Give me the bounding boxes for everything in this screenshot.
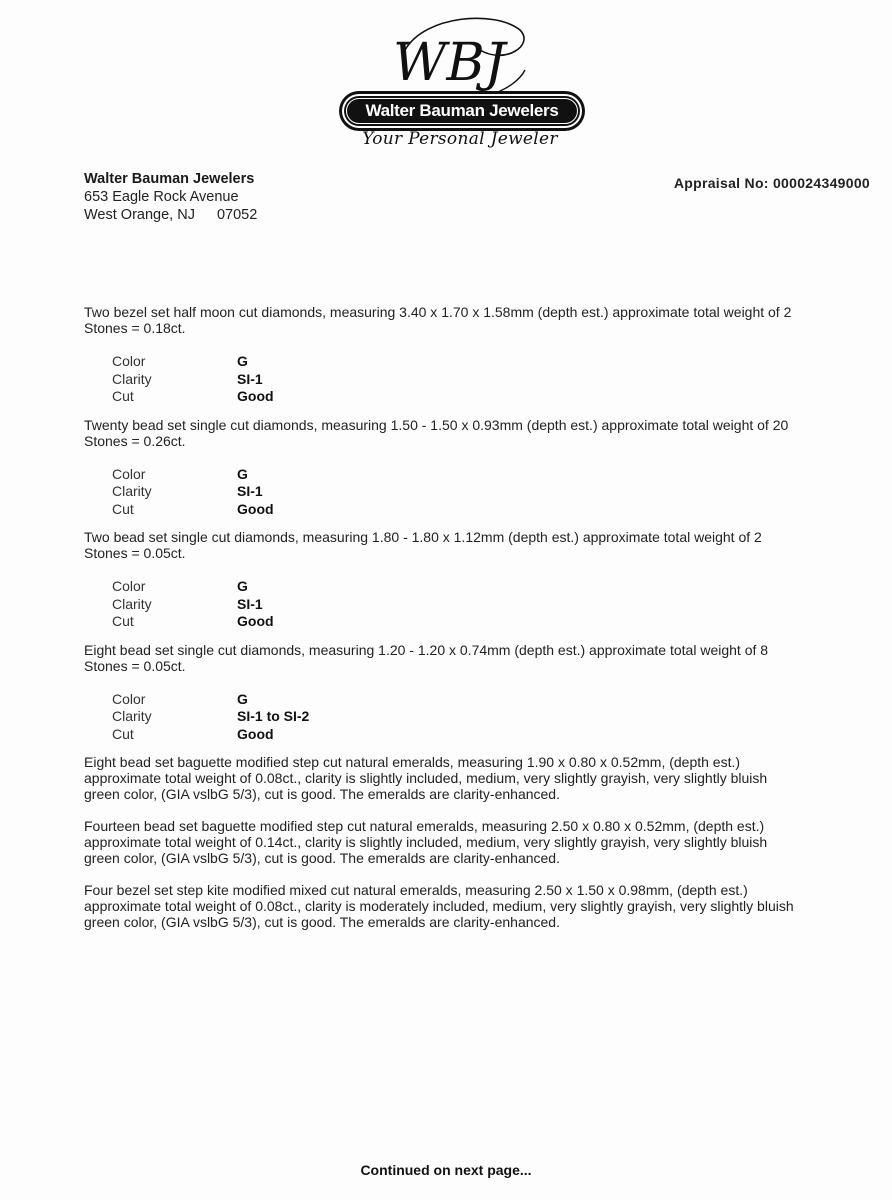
grade-row-color (112, 578, 804, 596)
diamond-item (84, 304, 804, 406)
appraisal-number: Appraisal No: 000024349000 (673, 175, 870, 191)
grade-row-cut (112, 501, 804, 519)
grade-row-cut (112, 726, 804, 744)
grade-value: G (237, 353, 248, 369)
diamond-description: Two bezel set half moon cut diamonds, measuring 3.40 x 1.70 x 1.58mm (depth est.) approximate total weight of 2 Stones = 0.18ct. (84, 304, 792, 336)
continued-note: Continued on next page... (360, 1162, 532, 1178)
grade-value: Good (237, 613, 274, 629)
grade-label: Clarity (112, 370, 152, 387)
company-logo (330, 10, 590, 155)
grade-row-clarity (112, 483, 804, 501)
city-state-zip (84, 206, 257, 224)
logo-banner-text: Walter Bauman Jewelers (346, 98, 578, 124)
grade-row-cut (112, 388, 804, 406)
grade-value: G (237, 465, 248, 482)
emerald-description: Four bezel set step kite modified mixed cut natural emeralds, measuring 2.50 x 1.50 x 0.98mm, (depth est.) approximate total weight of 0.08ct., clarity is moderately included, medium, very slightly grayish, very slightly bluish green color, (GIA vslbG 5/3), cut is good. The emeralds are clarity-enhanced. (84, 882, 794, 930)
grade-row-cut (112, 613, 804, 631)
grade-value: Good (237, 500, 274, 517)
grade-value: SI-1 to SI-2 (237, 708, 310, 724)
diamond-description: Two bead set single cut diamonds, measuring 1.80 - 1.80 x 1.12mm (depth est.) approximate total weight of 2 Stones = 0.05ct. (84, 529, 762, 561)
company-address (84, 170, 257, 224)
diamond-description: Eight bead set single cut diamonds, measuring 1.20 - 1.20 x 0.74mm (depth est.) approximate total weight of 8 Stones = 0.05ct. (84, 641, 769, 674)
grade-row-color (112, 353, 804, 371)
grade-row-color (112, 466, 804, 484)
grade-value: G (237, 578, 248, 594)
grade-table (112, 578, 804, 631)
grade-row-clarity (112, 708, 804, 726)
grade-table (112, 691, 804, 744)
appraisal-items (84, 304, 804, 946)
grade-value: Good (237, 388, 274, 404)
grade-label: Cut (112, 725, 134, 742)
grade-value: SI-1 (237, 595, 263, 612)
street-address: 653 Eagle Rock Avenue (84, 189, 239, 205)
emerald-description: Eight bead set baguette modified step cut natural emeralds, measuring 1.90 x 0.80 x 0.52mm, (depth est.) approximate total weight of 0.08ct., clarity is slightly included, medium, very slightly grayish, very slightly bluish green color, (GIA vslbG 5/3), cut is good. The emeralds are clarity-enhanced. (84, 754, 768, 802)
grade-label: Color (112, 578, 146, 594)
grade-row-clarity (112, 371, 804, 389)
zip-code: 07052 (216, 207, 258, 223)
grade-label: Clarity (112, 595, 152, 612)
grade-table (112, 466, 804, 519)
grade-value: SI-1 (237, 370, 263, 387)
diamond-item (84, 417, 804, 519)
wbj-monogram-icon (385, 10, 535, 105)
grade-label: Cut (112, 388, 134, 404)
grade-value: Good (237, 725, 274, 742)
grade-label: Cut (112, 613, 134, 629)
grade-value: SI-1 (237, 483, 263, 499)
grade-row-clarity (112, 596, 804, 614)
grade-value: G (237, 690, 248, 707)
diamond-description: Twenty bead set single cut diamonds, measuring 1.50 - 1.50 x 0.93mm (depth est.) approximate total weight of 20 Stones = 0.26ct. (84, 416, 789, 449)
logo-banner (342, 94, 582, 128)
company-name: Walter Bauman Jewelers (84, 171, 255, 187)
emerald-description: Fourteen bead set baguette modified step cut natural emeralds, measuring 2.50 x 0.80 x 0.52mm, (depth est.) approximate total weight of 0.14ct., clarity is slightly included, medium, very slightly grayish, very slightly bluish green color, (GIA vslbG 5/3), cut is good. The emeralds are clarity-enhanced. (84, 818, 768, 866)
svg-text:WBJ: WBJ (393, 33, 506, 93)
grade-label: Cut (112, 500, 134, 517)
grade-label: Color (112, 353, 146, 369)
diamond-item (84, 529, 804, 631)
grade-row-color (112, 691, 804, 709)
grade-label: Color (112, 465, 146, 482)
grade-table (112, 353, 804, 406)
city-state: West Orange, NJ (84, 207, 195, 223)
grade-label: Clarity (112, 708, 152, 724)
grade-label: Color (112, 690, 146, 707)
logo-tagline: Your Personal Jeweler (362, 129, 558, 149)
grade-label: Clarity (112, 483, 152, 499)
diamond-item (84, 642, 804, 744)
